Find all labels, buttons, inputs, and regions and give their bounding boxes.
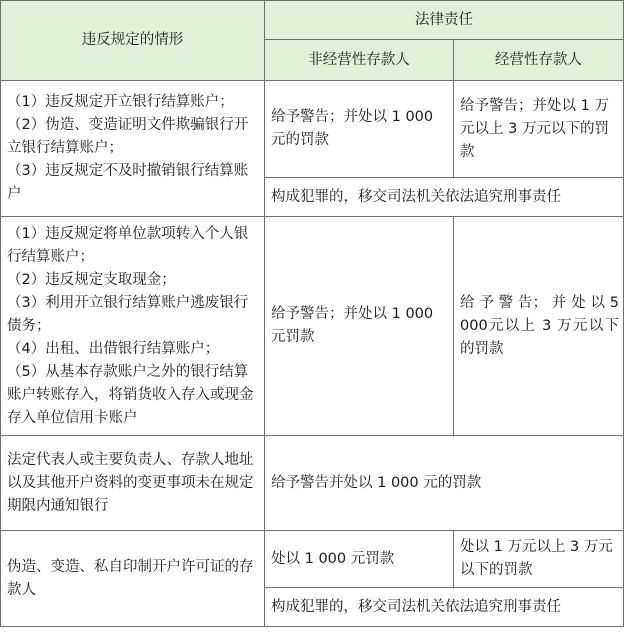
situation-cell-1: [1, 81, 265, 217]
situation-item: （2）违反规定支取现金；: [7, 271, 176, 288]
penalty-non-operating-4: 处以 1 000 元罚款: [265, 531, 454, 588]
header-legal-liability: 法律责任: [265, 1, 624, 40]
criminal-liability-1: 构成犯罪的，移交司法机关依法追究刑事责任: [265, 178, 624, 217]
criminal-liability-4: 构成犯罪的，移交司法机关依法追究刑事责任: [265, 588, 624, 627]
situation-item: （3）违反规定不及时撤销银行结算账户: [7, 163, 249, 202]
penalty-operating-1: 给予警告；并处以 1 万元以上 3 万元以下的罚款: [454, 81, 624, 178]
header-situation: 违反规定的情形: [1, 1, 265, 81]
header-non-operating: 非经营性存款人: [265, 40, 454, 81]
situation-cell-3: 法定代表人或主要负责人、存款人地址以及其他开户资料的变更事项未在规定期限内通知银行: [1, 436, 265, 531]
penalty-combined-3: 给予警告并处以 1 000 元的罚款: [265, 436, 624, 531]
situation-item: （3）利用开立银行结算账户逃废银行债务；: [7, 294, 249, 334]
situation-cell-4: 伪造、变造、私自印制开户许可证的存款人: [1, 531, 265, 627]
situation-item: （1）违反规定将单位款项转入个人银行结算账户；: [7, 225, 249, 265]
situation-item: （1）违反规定开立银行结算账户；: [7, 94, 234, 110]
penalty-operating-4: 处以 1 万元以上 3 万元以下的罚款: [454, 531, 624, 588]
situation-cell-2: [1, 217, 265, 436]
situation-item: （2）伪造、变造证明文件欺骗银行开立银行结算账户；: [7, 117, 249, 156]
situation-item: （5）从基本存款账户之外的银行结算账户转账存入，将销货收入存入或现金存入单位信用卡账户: [7, 363, 254, 426]
penalty-non-operating-1: 给予警告；并处以 1 000 元的罚款: [265, 81, 454, 178]
penalty-operating-2: 给 予 警 告； 并 处 以 5 000元以上 3 万元以下的罚款: [454, 217, 624, 436]
header-operating: 经营性存款人: [454, 40, 624, 81]
situation-item: （4）出租、出借银行结算账户；: [7, 340, 220, 357]
penalty-non-operating-2: 给予警告；并处以 1 000 元罚款: [265, 217, 454, 436]
